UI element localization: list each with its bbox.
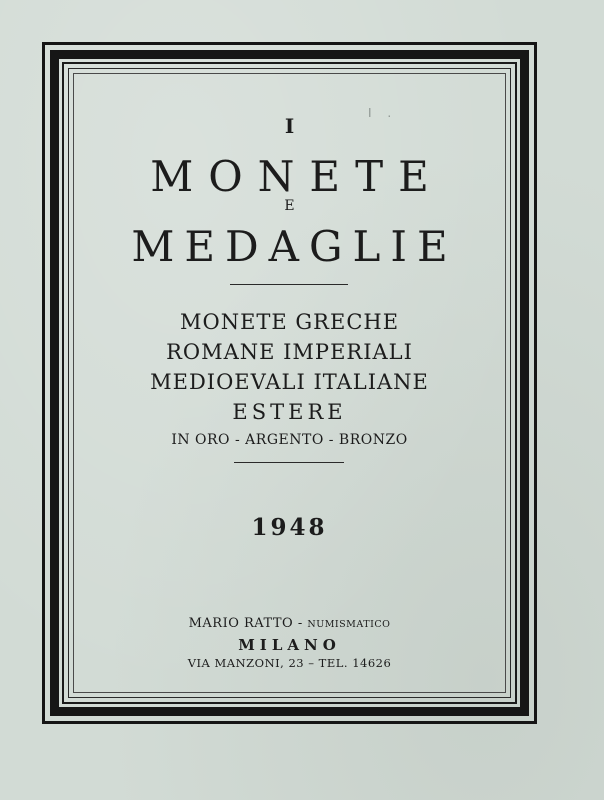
title-article: I [284, 114, 295, 138]
divider-top [230, 284, 348, 285]
title-medaglie: MEDAGLIE [131, 222, 458, 271]
publisher-role: NUMISMATICO [307, 619, 391, 630]
city: MILANO [238, 636, 341, 654]
title-monete: MONETE [150, 152, 444, 201]
publisher-separator: - [293, 616, 308, 631]
subtitle-line: MONETE GRECHE [179, 310, 400, 334]
year: 1948 [251, 514, 328, 541]
address: VIA MANZONI, 23 – TEL. 14626 [187, 656, 392, 670]
pencil-mark: I . [368, 106, 398, 120]
subtitle-line: ESTERE [232, 400, 347, 424]
metals-line: IN ORO - ARGENTO - BRONZO [171, 432, 408, 448]
divider-bottom [234, 462, 344, 463]
title-conjunction: E [284, 198, 295, 214]
subtitle-line: MEDIOEVALI ITALIANE [150, 370, 429, 394]
publisher-line [76, 616, 503, 631]
cover-content [76, 76, 503, 690]
publisher-name: MARIO RATTO [188, 616, 294, 631]
subtitle-line: ROMANE IMPERIALI [166, 340, 413, 364]
